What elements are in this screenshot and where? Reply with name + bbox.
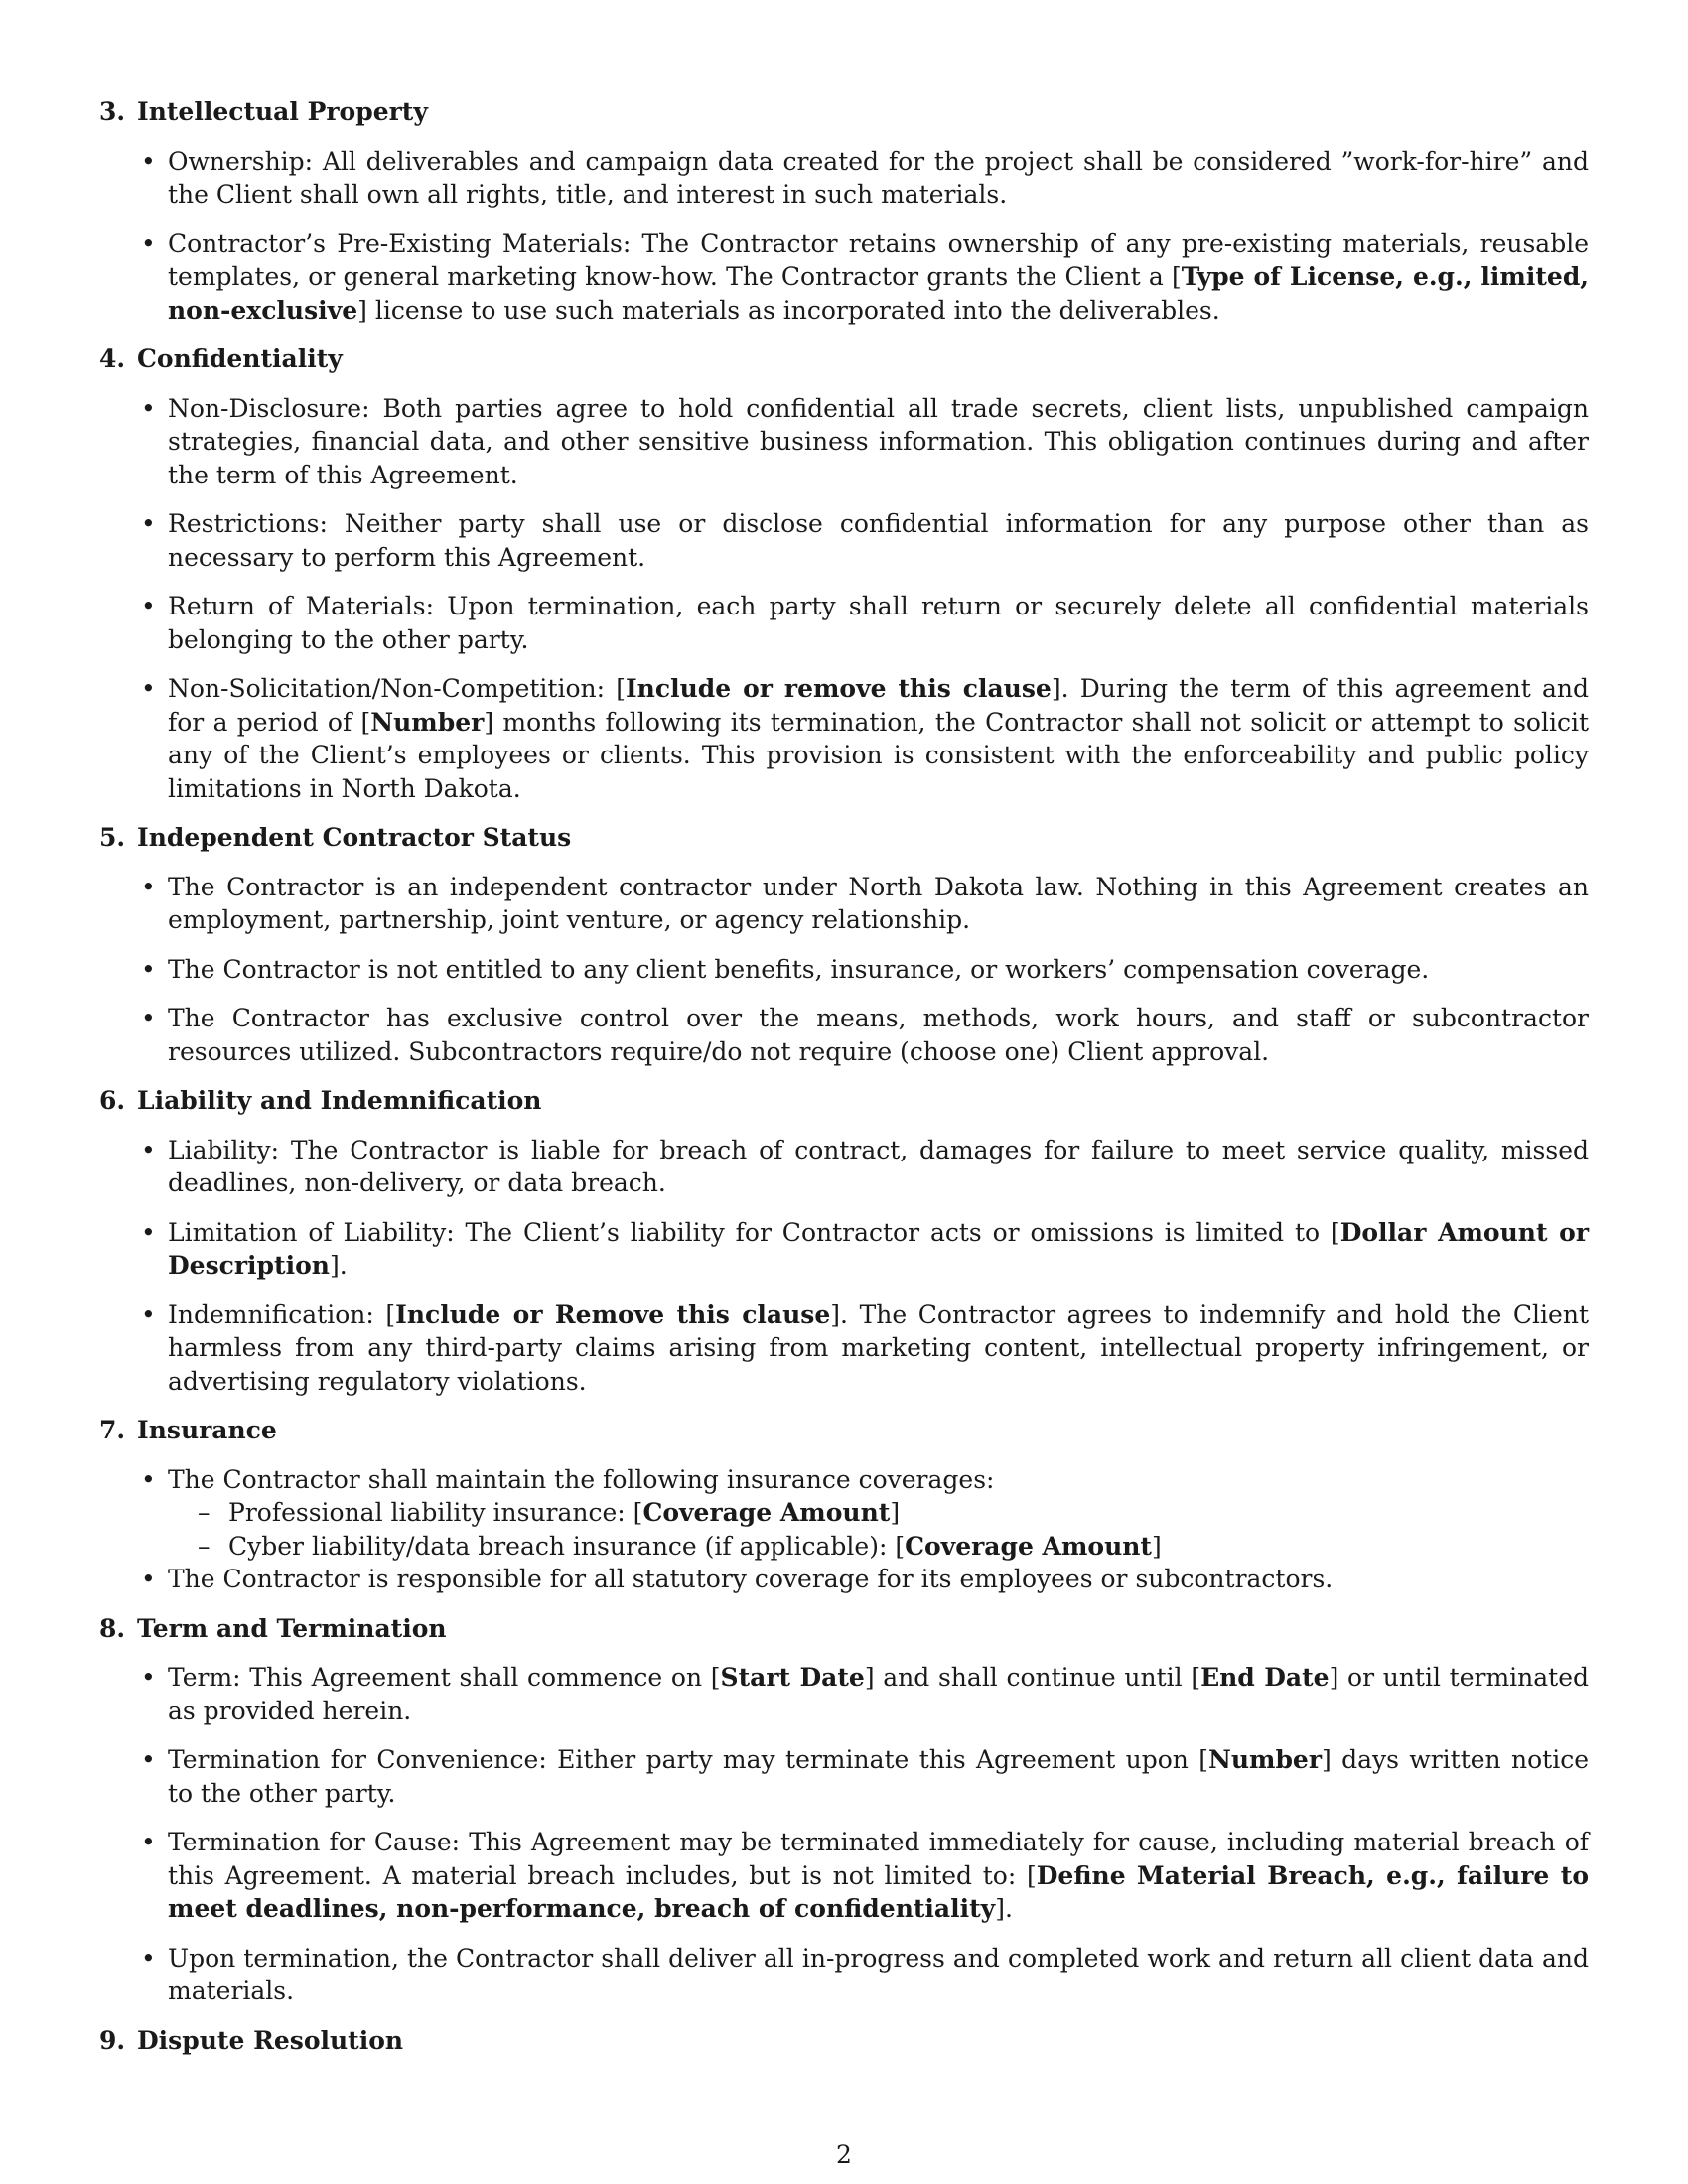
placeholder-field: Include or Remove this clause [395, 1299, 831, 1329]
list-item [99, 227, 1589, 328]
section [99, 2024, 1589, 2058]
clause-text: Ownership: All deliverables and campaign data created for the project shall be considered ”work-for-hire” and the Client shall own all rights, title, and interest in such materials. [168, 146, 1589, 208]
clause-text: The Contractor is not entitled to any client benefits, insurance, or workers’ compensation coverage. [168, 954, 1430, 984]
clause-text: The Contractor is responsible for all statutory coverage for its employees or subcontractors. [168, 1565, 1334, 1593]
document-body [99, 95, 1589, 2073]
clause-text: Indemnification: [ [168, 1299, 396, 1329]
list-item [99, 590, 1589, 656]
list-item [99, 1826, 1589, 1926]
placeholder-field: Coverage Amount [905, 1531, 1152, 1561]
clause-text: ] months following its termination, the Contractor shall not solicit or attempt to solicit any of the Client’s employees or clients. This provision is consistent with the enforceability and public policy limitations in North Dakota. [168, 707, 1589, 803]
section-number: 8. [99, 1613, 126, 1643]
page-number: 2 [836, 2140, 852, 2169]
clause-text: The Contractor is an independent contractor under North Dakota law. Nothing in this Agreement creates an employment, partnership, joint venture, or agency relationship. [168, 872, 1589, 934]
clause-text: ] [1151, 1531, 1162, 1561]
placeholder-field: Start Date [720, 1663, 865, 1692]
placeholder-field: Number [1207, 1745, 1323, 1774]
clause-text: Termination for Convenience: Either party may terminate this Agreement upon [ [168, 1745, 1208, 1774]
section-title: Insurance [137, 1416, 277, 1444]
list-item [99, 1661, 1589, 1727]
section-heading [99, 1612, 1589, 1646]
section-title: Dispute Resolution [137, 2025, 404, 2055]
clause-text: Termination for Cause: This Agreement may be terminated immediately for cause, including material breach of this Agreement. A material breach includes, but is not limited to: [ [168, 1828, 1589, 1890]
clause-text: ] days written notice to the other party. [168, 1745, 1589, 1808]
bullet-list [99, 392, 1589, 806]
section-title: Confidentiality [137, 344, 343, 373]
clause-text: Non-Solicitation/Non-Competition: [ [168, 674, 626, 703]
list-item [99, 145, 1589, 211]
list-item [99, 1463, 1589, 1564]
clause-text: ]. During the term of this agreement and for a period of [ [168, 674, 1589, 737]
clause-text: ] [890, 1498, 901, 1527]
list-item [99, 1002, 1589, 1068]
section [99, 1612, 1589, 2008]
section-heading [99, 95, 1589, 129]
clause-text: Return of Materials: Upon termination, each party shall return or securely delete all confidential materials belonging to the other party. [168, 592, 1589, 654]
clause-text: ]. The Contractor agrees to indemnify and hold the Client harmless from any third-party claims arising from marketing content, intellectual property infringement, or advertising regulatory violations. [168, 1299, 1589, 1396]
clause-text: ]. [995, 1894, 1013, 1923]
section [99, 1414, 1589, 1596]
list-item [99, 1134, 1589, 1200]
clause-text: The Contractor shall maintain the following insurance coverages: [168, 1464, 995, 1494]
placeholder-field: Include or remove this clause [625, 674, 1052, 703]
clause-text: ] and shall continue until [ [864, 1663, 1201, 1692]
clause-text: ]. [329, 1251, 348, 1280]
clause-text: Professional liability insurance: [ [228, 1498, 643, 1527]
list-item [99, 871, 1589, 937]
placeholder-field: Coverage Amount [642, 1498, 891, 1527]
placeholder-field: Define Material Breach, e.g., failure to meet deadlines, non-performance, breach of confidentiality [168, 1860, 1589, 1923]
section [99, 342, 1589, 805]
clause-text: Restrictions: Neither party shall use or disclose confidential information for any purpose other than as necessary to perform this Agreement. [168, 509, 1589, 572]
clause-text: ] or until terminated as provided herein. [168, 1663, 1589, 1725]
section-title: Independent Contractor Status [137, 823, 572, 852]
bullet-list [99, 871, 1589, 1069]
placeholder-field: Type of License, e.g., limited, non-exclusive [168, 262, 1590, 325]
list-item [99, 1942, 1589, 2008]
sub-list-item [168, 1530, 1589, 1564]
placeholder-field: Number [370, 707, 485, 737]
section-title: Term and Termination [137, 1613, 447, 1643]
section-heading [99, 1084, 1589, 1118]
section-title: Intellectual Property [137, 97, 428, 126]
clause-text: Upon termination, the Contractor shall deliver all in-progress and completed work and return all client data and materials. [168, 1943, 1589, 2005]
sub-list-item [168, 1496, 1589, 1530]
list-item [99, 1743, 1589, 1810]
section-heading [99, 1414, 1589, 1447]
sub-list [168, 1496, 1589, 1563]
section-number: 9. [99, 2025, 126, 2055]
list-item [99, 1563, 1589, 1596]
section-number: 5. [99, 823, 126, 852]
list-item [99, 1298, 1589, 1399]
bullet-list [99, 1134, 1589, 1399]
bullet-list [99, 145, 1589, 328]
section-number: 6. [99, 1086, 126, 1115]
placeholder-field: End Date [1200, 1663, 1330, 1692]
section-number: 4. [99, 344, 126, 373]
clause-text: ] license to use such materials as incorporated into the deliverables. [357, 295, 1220, 325]
section-number: 7. [99, 1416, 126, 1444]
list-item [99, 953, 1589, 987]
section [99, 1084, 1589, 1398]
section-title: Liability and Indemnification [137, 1086, 542, 1115]
bullet-list [99, 1463, 1589, 1596]
list-item [99, 1216, 1589, 1283]
section-heading [99, 342, 1589, 376]
bullet-list [99, 1661, 1589, 2008]
clause-text: Term: This Agreement shall commence on [ [168, 1663, 721, 1692]
clause-text: Cyber liability/data breach insurance (if applicable): [ [228, 1531, 906, 1561]
clause-text: Contractor’s Pre-Existing Materials: The Contractor retains ownership of any pre-existing materials, reusable templates, or general marketing know-how. The Contractor grants the Client a [ [168, 228, 1589, 291]
section-heading [99, 821, 1589, 855]
clause-text: Limitation of Liability: The Client’s liability for Contractor acts or omissions is limited to [ [168, 1217, 1340, 1247]
section-number: 3. [99, 97, 126, 126]
section [99, 821, 1589, 1068]
section-heading [99, 2024, 1589, 2058]
clause-text: Non-Disclosure: Both parties agree to hold confidential all trade secrets, client lists, unpublished campaign strategies, financial data, and other sensitive business information. This obligation continues during and after the term of this Agreement. [168, 393, 1589, 489]
section [99, 95, 1589, 327]
list-item [99, 392, 1589, 492]
list-item [99, 672, 1589, 805]
list-item [99, 507, 1589, 574]
placeholder-field: Dollar Amount or Description [168, 1217, 1589, 1280]
clause-text: The Contractor has exclusive control over the means, methods, work hours, and staff or subcontractor resources utilized. Subcontractors require/do not require (choose one) Client approval. [168, 1004, 1589, 1066]
clause-text: Liability: The Contractor is liable for breach of contract, damages for failure to meet service quality, missed deadlines, non-delivery, or data breach. [168, 1135, 1589, 1197]
